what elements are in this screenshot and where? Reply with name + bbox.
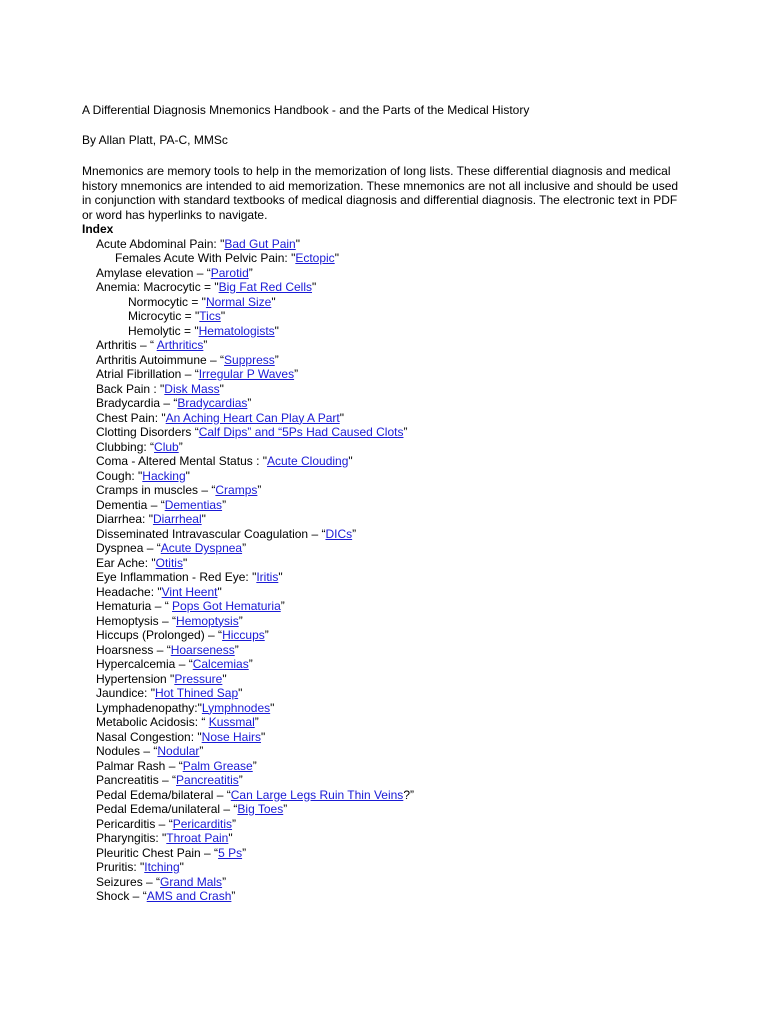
index-entry-suffix: ” (242, 541, 247, 555)
index-entry-label: Seizures – “ (96, 874, 161, 889)
mnemonic-link[interactable]: Diarrheal (152, 512, 202, 526)
index-entry-label: Bradycardia – “ (96, 396, 178, 410)
index-entry-suffix: " (295, 236, 300, 251)
index-entry (82, 338, 682, 353)
index-entry-label: Disseminated Intravascular Coagulation – “ (96, 526, 326, 541)
index-entry-label: Nodules – “ (96, 744, 158, 758)
index-entry (82, 498, 682, 513)
index-entry (82, 730, 682, 745)
index-entry (82, 788, 682, 803)
mnemonic-link[interactable]: An Aching Heart Can Play A Part (165, 410, 340, 425)
index-entry-label: Coma - Altered Mental Status : " (96, 454, 267, 468)
index-entry-suffix: ” (231, 889, 236, 903)
index-entry (82, 875, 682, 890)
index-entry-label: Diarrhea: " (96, 512, 153, 526)
index-entry (82, 846, 682, 861)
mnemonic-link[interactable]: DICs (325, 526, 353, 541)
index-entry-label: Lymphadenopathy:" (96, 700, 202, 715)
index-entry (82, 701, 682, 716)
mnemonic-link[interactable]: Pressure (174, 671, 223, 686)
index-entry (82, 309, 682, 324)
index-entry-suffix: ” (280, 599, 285, 613)
index-entry-label: Dyspnea – “ (96, 541, 161, 555)
mnemonic-link[interactable]: Calf Dips” and “5Ps Had Caused Clots (198, 425, 404, 439)
index-entry-label: Palmar Rash – “ (96, 758, 183, 773)
mnemonic-link[interactable]: Iritis (256, 570, 279, 584)
index-entry (82, 744, 682, 759)
index-entry-label: Eye Inflammation - Red Eye: " (96, 570, 257, 584)
index-entry-label: Arthritis Autoimmune – “ (96, 352, 225, 367)
mnemonic-link[interactable]: Irregular P Waves (198, 367, 295, 381)
index-entry-suffix: " (220, 309, 226, 323)
index-entry (82, 411, 682, 426)
index-entry-label: Dementia – “ (96, 497, 165, 512)
mnemonic-link[interactable]: Suppress (224, 352, 275, 367)
index-entry (82, 686, 682, 701)
index-entry-label: Cramps in muscles – “ (96, 483, 216, 497)
index-entry (82, 483, 682, 498)
mnemonic-link[interactable]: Pops Got Hematuria (172, 599, 281, 613)
mnemonic-link[interactable]: Kussmal (208, 715, 255, 729)
index-entry-label: Pericarditis – “ (96, 816, 173, 831)
mnemonic-link[interactable]: Normal Size (205, 294, 272, 309)
index-entry (82, 759, 682, 774)
mnemonic-link[interactable]: Nodular (157, 744, 200, 758)
index-entry (82, 280, 682, 295)
index-entry-suffix: ” (264, 628, 269, 642)
index-entry (82, 367, 682, 382)
intro-paragraph: Mnemonics are memory tools to help in the memorization of long lists. These differential diagnosis and medical history mnemonics are intended to aid memorization. These mnemonics are not all inclusive and should be used in conjunction with standard textbooks of medical diagnosis and differential diagnosis. The electronic text in PDF or word has hyperlinks to navigate. (82, 164, 679, 222)
index-entry-suffix: ” (238, 613, 243, 628)
index-entry-suffix: ” (352, 526, 357, 541)
index-entry-suffix: " (271, 294, 276, 309)
index-entry-suffix: " (238, 686, 243, 700)
index-entry-label: Ear Ache: " (96, 555, 156, 570)
index-entry-label: Hemoptysis – “ (96, 613, 177, 628)
index-entry-suffix: " (201, 512, 206, 526)
index-entry-label: Atrial Fibrillation – “ (96, 367, 199, 381)
index-entry-suffix: ” (238, 773, 243, 787)
mnemonic-link[interactable]: Club (154, 439, 179, 454)
mnemonic-link[interactable]: Big Fat Red Cells (218, 280, 313, 294)
index-entry (82, 237, 682, 252)
index-entry-label: Pancreatitis – “ (96, 773, 177, 787)
index-entry-label: Metabolic Acidosis: “ (96, 715, 209, 729)
index-entry (82, 802, 682, 817)
index-entry (82, 585, 682, 600)
index-heading: Index (82, 222, 114, 236)
index-entry (82, 382, 682, 397)
mnemonic-link[interactable]: Dementias (164, 497, 223, 512)
index-entry-label: Amylase elevation – “ (96, 265, 211, 280)
index-entry (82, 295, 682, 310)
index-entry-suffix: " (278, 570, 283, 584)
index-entry-suffix: ” (403, 425, 408, 439)
index-entry-suffix: ?” (403, 787, 414, 802)
index-entry-suffix: " (274, 323, 279, 338)
index-entry (82, 425, 682, 440)
mnemonic-link[interactable]: 5 Ps (218, 845, 243, 860)
index-entry-label: Anemia: Macrocytic = " (96, 280, 219, 294)
index-entry-label: Nasal Congestion: " (96, 729, 202, 744)
index-entry-label: Pruritis: " (96, 860, 145, 874)
index-entry (82, 817, 682, 832)
index-entry-label: Hypercalcemia – “ (96, 657, 193, 671)
index-entry-label: Jaundice: " (96, 686, 155, 700)
mnemonic-link[interactable]: Hacking (142, 468, 186, 483)
index-entry (82, 657, 682, 672)
index-entry-suffix: " (339, 410, 345, 425)
index-entry (82, 512, 682, 527)
index-entry-label: Arthritis – “ (96, 338, 157, 352)
mnemonic-link[interactable]: Hoarseness (170, 642, 235, 657)
index-entry-suffix: " (261, 729, 266, 744)
mnemonic-link[interactable]: Hot Thined Sap (154, 686, 239, 700)
mnemonic-link[interactable]: Parotid (210, 265, 249, 280)
index-entry-suffix: ” (247, 396, 252, 410)
index-entry-label: Normocytic = " (128, 294, 206, 309)
mnemonic-link[interactable]: Can Large Legs Ruin Thin Veins (230, 787, 404, 802)
mnemonic-link[interactable]: Otitis (155, 555, 183, 570)
mnemonic-link[interactable]: Arthritics (156, 338, 204, 352)
index-entry-suffix: ” (274, 352, 279, 367)
index-entry-suffix: ” (222, 497, 227, 512)
index-entry-label: Pedal Edema/unilateral – “ (96, 802, 238, 816)
index-entry (82, 773, 682, 788)
index-entry-suffix: " (270, 700, 275, 715)
index-entry (82, 570, 682, 585)
index-entry (82, 324, 682, 339)
mnemonic-link[interactable]: Acute Dyspnea (160, 541, 243, 555)
index-entry (82, 889, 682, 904)
index-entry-label: Hemolytic = " (128, 323, 199, 338)
index-entry-suffix: " (182, 555, 188, 570)
index-entry (82, 469, 682, 484)
index-list (82, 237, 682, 904)
document-author: By Allan Platt, PA-C, MMSc (82, 133, 228, 147)
index-entry-label: Microcytic = " (128, 309, 200, 323)
index-entry-label: Pedal Edema/bilateral – “ (96, 787, 231, 802)
index-entry (82, 614, 682, 629)
index-entry-label: Females Acute With Pelvic Pain: " (115, 251, 296, 265)
mnemonic-link[interactable]: Vint Heent (161, 584, 218, 599)
index-entry-label: Hypertension " (96, 671, 175, 686)
index-entry-suffix: " (185, 468, 190, 483)
document-page (82, 103, 682, 904)
mnemonic-link[interactable]: Throat Pain (166, 831, 229, 845)
index-entry (82, 715, 682, 730)
index-entry-label: Acute Abdominal Pain: " (96, 236, 225, 251)
mnemonic-link[interactable]: Bradycardias (177, 396, 248, 410)
mnemonic-link[interactable]: Bad Gut Pain (224, 236, 296, 251)
index-entry-suffix: " (312, 280, 317, 294)
index-entry (82, 454, 682, 469)
index-entry (82, 672, 682, 687)
index-entry-label: Headache: " (96, 584, 162, 599)
index-entry-suffix: ” (178, 439, 183, 454)
index-entry-label: Pharyngitis: " (96, 831, 167, 845)
mnemonic-link[interactable]: Cramps (215, 483, 258, 497)
index-entry-label: Clubbing: “ (96, 439, 155, 454)
index-entry (82, 251, 682, 266)
index-entry (82, 599, 682, 614)
index-entry (82, 266, 682, 281)
index-entry (82, 556, 682, 571)
mnemonic-link[interactable]: Acute Clouding (267, 454, 349, 468)
mnemonic-link[interactable]: Hemoptysis (176, 613, 239, 628)
index-entry-suffix: ” (203, 338, 208, 352)
index-entry-suffix: ” (254, 715, 259, 729)
index-entry (82, 353, 682, 368)
mnemonic-link[interactable]: Itching (144, 860, 180, 874)
mnemonic-link[interactable]: Tics (199, 309, 221, 323)
index-entry-suffix: ” (242, 845, 247, 860)
document-title: A Differential Diagnosis Mnemonics Handbook - and the Parts of the Medical History (82, 103, 530, 117)
index-entry-suffix: " (348, 454, 353, 468)
index-entry-suffix: " (179, 860, 184, 874)
index-entry-label: Clotting Disorders “ (96, 425, 199, 439)
index-entry-label: Hematuria – “ (96, 599, 173, 613)
mnemonic-link[interactable]: Big Toes (237, 802, 284, 816)
index-entry-suffix: ” (222, 874, 227, 889)
mnemonic-link[interactable]: Nose Hairs (201, 729, 262, 744)
index-entry (82, 396, 682, 411)
mnemonic-link[interactable]: Hiccups (222, 628, 265, 642)
index-entry-label: Back Pain : " (96, 381, 165, 396)
mnemonic-link[interactable]: Palm Grease (182, 758, 253, 773)
index-entry-label: Cough: " (96, 468, 143, 483)
index-entry-suffix: ” (248, 265, 253, 280)
index-entry-suffix: " (217, 584, 222, 599)
index-entry-suffix: ” (232, 816, 237, 831)
index-entry-suffix: " (219, 381, 224, 396)
index-entry-suffix: ” (294, 367, 299, 381)
mnemonic-link[interactable]: Pancreatitis (176, 773, 239, 787)
index-entry (82, 643, 682, 658)
index-entry-label: Chest Pain: " (96, 410, 166, 425)
index-entry (82, 831, 682, 846)
index-entry-suffix: ” (252, 758, 257, 773)
mnemonic-link[interactable]: Calcemias (192, 657, 249, 671)
mnemonic-link[interactable]: Grand Mals (160, 874, 223, 889)
index-entry-suffix: ” (257, 483, 262, 497)
index-entry-suffix: " (228, 831, 233, 845)
index-entry (82, 527, 682, 542)
index-entry-label: Pleuritic Chest Pain – “ (96, 845, 219, 860)
mnemonic-link[interactable]: Hematologists (198, 323, 275, 338)
index-entry-suffix: ” (199, 744, 204, 758)
index-entry-suffix: " (334, 251, 339, 265)
index-entry (82, 541, 682, 556)
mnemonic-link[interactable]: Pericarditis (172, 816, 233, 831)
mnemonic-link[interactable]: AMS and Crash (146, 889, 232, 903)
index-entry (82, 440, 682, 455)
index-entry-suffix: ” (234, 642, 239, 657)
mnemonic-link[interactable]: Lymphnodes (201, 700, 271, 715)
mnemonic-link[interactable]: Ectopic (295, 251, 335, 265)
index-entry (82, 628, 682, 643)
index-entry (82, 860, 682, 875)
mnemonic-link[interactable]: Disk Mass (164, 381, 220, 396)
index-entry-suffix: " (222, 671, 227, 686)
index-entry-suffix: ” (283, 802, 288, 816)
index-entry-label: Hoarsness – “ (96, 642, 171, 657)
index-entry-label: Hiccups (Prolonged) – “ (96, 628, 223, 642)
index-entry-label: Shock – “ (96, 889, 147, 903)
index-entry-suffix: ” (248, 657, 253, 671)
